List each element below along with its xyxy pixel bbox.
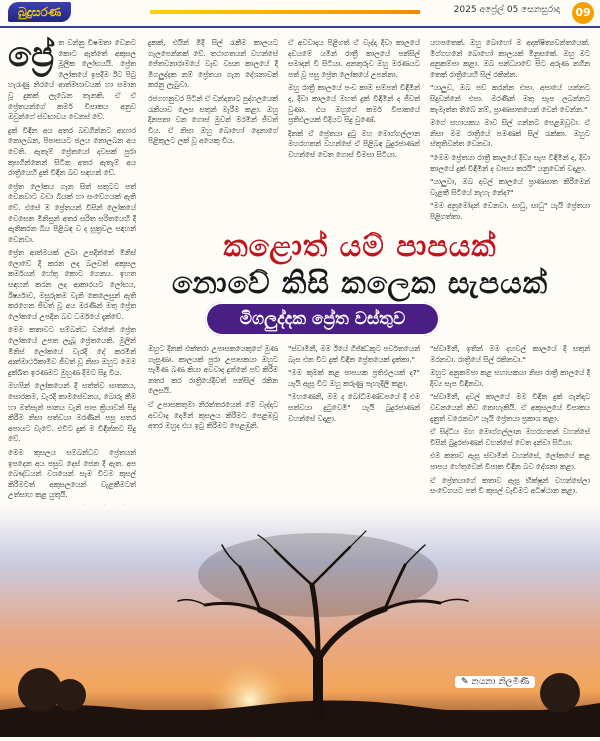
paragraph: ඒ ප්‍රේතයාගේ කතාව ඇසූ භික්ෂූන් වහන්සේලා සංවේගයට පත් වී කුසල් වැඩීමට අධිෂ්ඨාන කළා. — [430, 475, 590, 496]
paragraph: ඔහුට දිනක් එක්තරා උපාසකයෙකුගේ මුණ ගැසුණා. කාලයක් පුරා උපාසකයා ඔහුට පැමිණ බණ කියා අවවාද දුන්නේ පව් කිරීම නතර කර රාත්‍රියේදීවත් පන්සිල් රකින ලෙසයි. — [148, 344, 278, 396]
sunset-tree-photo — [0, 505, 600, 737]
paragraph: ඔහු රාත්‍රී කාලයේ පංච කාම සම්පත් විඳිමින් ද, දිවා කාලයේ මහත් දුක් විඳිමින් ද ජීවත් වුණා. එය ඔහුගේ කර්ම විපාකයේ ප්‍රතිඵලයක් විදියට සිදු වුණේ. — [288, 83, 420, 125]
article-subtitle: මිගලුද්දක ප්‍රේත වස්තුව — [205, 302, 440, 336]
paragraph: "මම අනුමෝදන් වෙනවා. සාධු, සාධු" යැයි ප්‍රේතයා පිළිගත්තා. — [430, 201, 590, 221]
paragraph: "යාලුව, ඔබ පව් කරන්න එපා. අපායේ යන්නට සිදුවන්නේ එපා. මරණින් මතු සැප ලබන්නට කැමැත්ත තිබේ නම්, ප්‍රාණඝාතයෙන් වෙන් වෙන්න." — [430, 83, 590, 114]
tree-silhouette-illustration — [0, 505, 600, 737]
paragraph: "යාලුවා, ඔබ දවල් කාලයේ ප්‍රාණඝාත කිරීමෙන් වැළකී සිටියේ නැහැ නේද?" — [430, 177, 590, 197]
headline-line-1: කළොත් යම් පාපයක් — [223, 229, 497, 264]
paragraph: ප්‍රේත ලෝකය ගැන සිත් සතුටට පත් වෙනවාට වඩා බියක් හා සංවේගයක් ඇති වේ. එසේ ම ප්‍රේතයන් විසින් ලෝකයේ වෙසෙන මිනිසුන් අතර සරිත සරිතයෙහි දී ඇතිකරන බිය පිළිබඳ ව ද සූත්‍රවල සඳහන් වෙනවා. — [8, 181, 136, 244]
paragraph: ත වන්නු විෂමතා වෙනට කොට ඇත්තේ අකුසල මූලික ලෝභයයි. ප්‍රේත ලෝකයේ ඉපදීම ඊට පිටු හැරැණු නිරයේ ආත්මභාවයක් හා සමාන වූ දුකක් ලැබෙන තැනකි. ඒ ඒ ප්‍රේතයන්ගේ කර්ම විපාකය අනුව ඔවුන්ගේ ස්වභාවය වෙනස් වේ. — [8, 38, 136, 122]
paragraph: ප්‍රේත ආත්මයක් ලබා උපදින්නේ මිනිස් ලොවේ දී කරන ලද බලවත් අකුසල කර්මයන් හේතු කොට ගෙනය. ඉහත සඳහන් කරන ලද ආකාරයට ලෝභය, ඊර්ෂ්‍යාව, මසුරුකම වැනි කෙලෙසුන් ඇති කරගෙන ජීවත් වූ අය මරණින් මතු ප්‍රේත ලෝකයේ උපදින බව ධර්මයේ දැක්වේ. — [8, 248, 136, 321]
paragraph: මගේ සහායකය මාව සිල් ගන්නට පෙළඹවූවා. ඒ නිසා මම රාත්‍රියේ පමණක් සිල් රැක්කා. ඔහුට ස්තූතිවන්ත වෙනවා. — [430, 118, 590, 149]
paragraph: "ස්වාමීනී, ඉතින් මම දහවල් කාලයේ දී සතුන් මරනවා. රාත්‍රියේ සිල් රකිනවා." — [430, 344, 590, 364]
paragraph: ඒ උපාසකතුමා නිරන්තරයෙන් මේ වැද්දාට අවවාද දෙමින් කුසලය කිරීමට පෙළඹවූ අතර ඔහුද එය ඉටු කිරීමට පෙළඹුනි. — [148, 399, 278, 431]
paragraph: මෙම කුසලය සම්බන්ධව ප්‍රේතයන් ඉපදෙන අය පසුව දෙස් ජෙන දී ඇත. අප බෞද්ධයන් වශයෙන් සැම විටම කුසල් කිරීමටත් අකුසලයෙන් වැළකීමටත් උත්සාහ කළ යුතුයි. — [8, 447, 136, 500]
article-column-3 — [288, 38, 420, 223]
dropcap: ප්‍රේ — [8, 35, 55, 75]
header-accent-strip — [150, 10, 420, 14]
paragraph: "ස්වාමීනී, දවල් කාලයේ මම විඳින දුක් ගැන්දාට වචනයෙන් කිව නොහැකියි. ඒ අකුසලයේ විපාකය දැනුත් වරෙනවා" යැයි ප්‍රේතයා ප්‍රකාශ කළා. — [430, 392, 590, 423]
paragraph: "මම කුමක් කළ පාපයක ප්‍රතිඵලයක් ද?" යැයි ඇසූ විට ඔහු කරුණු පැහැදිලි කළා. — [288, 368, 420, 388]
paragraph: "ස්වාමීනී, මම ඊයේ ගිජ්ඣකූට පර්වතයෙන් බැස එන විට දුක් විඳින ප්‍රේතයෙක් දැක්කා." — [288, 344, 420, 364]
paragraph: ඒ අවවාදය පිළිගත් ඒ වැද්දා දිවා කාලයේ දඩයමේ යමින් රාත්‍රී කාලයේ පන්සිල් සමාදන් වී සිටියා. අනතුරුව ඔහු මරණයට පත් වූ පසු ප්‍රේත ලෝකයේ උපන්නා. — [288, 38, 420, 79]
article-column-4 — [430, 38, 590, 223]
paragraph: මහපින් ලෝකයෙන් දී සත්ත්ව ඝාතනය, සොරකම, වැරදි කාමසේවනය, බොරු කීම හා මත්පැන් පානය වැනි පාප ක්‍රියාවන් සිදු කිරීම නිසා සත්වයා මරණින් පසු සතර අපායට වැටේ. එවිට දුක් ම විඳින්නට සිදු වේ. — [8, 381, 136, 444]
paragraph: එම කතාව ඇසූ ස්වාමීන් වහන්සේ, ලෝකයේ කළ පාපය හේතුවෙන් විපාක විඳින බව දේශනා කළා. — [430, 451, 590, 471]
author-byline: ✎ නයනා නිලමිණි — [455, 676, 535, 688]
paragraph: "මෙම ප්‍රේතයා රාත්‍රී කාලයේ දිව්‍ය සැප විඳිමින් ද, දිවා කාලයේ දුක් විඳිමින් ද වාසය කරයි" යනුවෙන් වදාළා. — [430, 152, 590, 173]
headline-line-2: නොවේ කිසි කලෙක සැපයක් — [171, 266, 549, 301]
article-column-1 — [8, 35, 136, 504]
article-column-2-lower — [148, 344, 278, 504]
article-column-2 — [148, 38, 278, 223]
publication-logo: බුදුසරණ — [8, 2, 71, 22]
paragraph: ඔහුට අනුකම්පා කළ සහායකයා නිසා රාත්‍රී කාලයේ දී දිව්‍ය සැප විඳිනවා. — [430, 368, 590, 388]
issue-date: 2025 අප්‍රේල් 05 සෙනසුරාදා — [453, 5, 560, 15]
paragraph: මෙම කතාවට සම්බන්ධ වන්නේ ප්‍රේත ලෝකයේ උපත ලැබූ ප්‍රේතයෙකි. මුලින් මිනිස් ලෝකයේ වැරදි දේ කරමින් ආත්මාර්ථකාමීව ජීවත් වූ නිසා ඔහුට මෙම දුක්ඛිත ඉරණමට මුහුණ දීමට සිදු විය. — [8, 325, 136, 377]
article-column-3-lower — [288, 344, 420, 504]
paragraph: "මහණෙනි, මම ද බෝධිමණ්ඩපයේ දී එම සත්වයා දුටුවෙමි" යැයි බුදුරජාණන් වහන්සේ වදාළා. — [288, 392, 420, 423]
paragraph: රජගහනුවර පිටින් ඒ වන්දනාට පුද්ගලයෙක් රැකියාව ලෙස සතුන් මැරීම කළා. ඔහු දිනපතා වන ගොස් මුවන් මරමින් ජීවත් විය. ඒ නිසා ඔහු බොහෝ දෙනාගේ පිළිකුලට ලක් වූ අයෙකු විය. — [148, 93, 278, 146]
paragraph: දුක් විඳින අය අතර බඩගින්නට ආහාර නොලබන, පිපාසයට ජලය නොලබන අය වෙති. ඇතැම් ප්‍රේතයෝ දවසක් පුරා කුසගින්නෙන් සිටින අතර ඇතැම් අය රාත්‍රියෙහි දුක් විඳින බව සඳහන් වේ. — [8, 125, 136, 178]
page-number: 09 — [572, 2, 594, 24]
page-header — [0, 0, 600, 28]
paragraph: ඒ සිද්ධිය මහ මොග්ගල්ලාන මහරහතන් වහන්සේ විසින් බුදුරජාණන් වහන්සේ වෙත දන්වා සිටියා. — [430, 427, 590, 447]
paragraph: දිනක් ඒ ප්‍රේතයා දුටු මහ මොග්ගල්ලාන මහරහතන් වහන්සේ ඒ පිළිබඳ බුදුරජාණන් වහන්සේ වෙත ගොස් විමසා සිටියා. — [288, 128, 420, 159]
paragraph: යහපතෙක්. ඔහු බොහෝ ම අදක්ෂිත්‍යවන්තයෙක්. මිග්ගහනේ බොහෝ කාලයක් මිනුසකේ. ඔහු මට අනුකම්පා කළා. ඔබ සන්ධ්‍යාවේ සිට අරුණ නගින තෙක් රාත්‍රියෙහි සිල් රකින්න. — [430, 38, 590, 79]
paragraph: දුකක්, එයින් මිදී සිල් රැකීම කාලයට ගැලපෙන්නක් වේ. තථාගතයන් වහන්සේ ජේතවනාරාමයේ වැඩ වසන කාලයේ දී මිගලුද්දක නම් ප්‍රේතයා ගැන දේශනාවක් කරනු ලැබුවා. — [148, 38, 278, 90]
